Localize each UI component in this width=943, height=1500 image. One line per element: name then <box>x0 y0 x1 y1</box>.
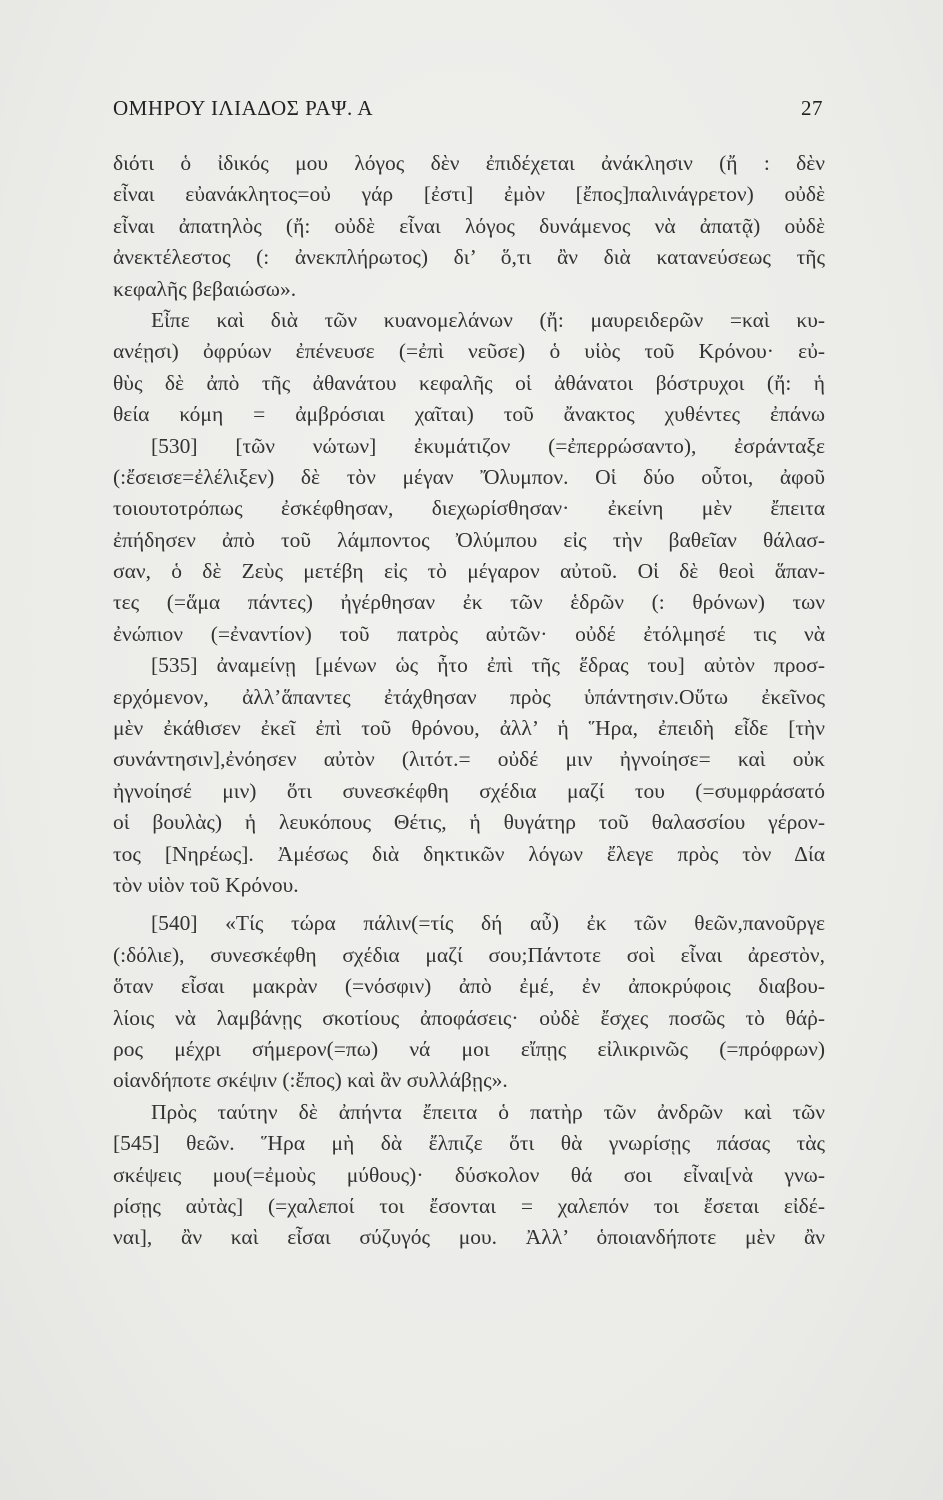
text-line: [540] «Τίς τώρα πάλιν(=τίς δή αὖ) ἐκ τῶν θεῶν,πανοῦργε <box>151 911 825 936</box>
text-line: ἠγνοίησέ μιν) ὅτι συνεσκέφθη σχέδια μαζί του (=συμφράσατό <box>113 778 825 803</box>
text-line: [545] θεῶν. Ἥρα μὴ δὰ ἔλπιζε ὅτι θὰ γνωρίσῃς πάσας τὰς <box>113 1131 825 1156</box>
text-line: ἀνεκτέλεστος (: ἀνεκπλήρωτος) δι’ ὅ,τι ἂν διὰ κατανεύσεως τῆς <box>113 245 825 270</box>
text-line: συνάντησιν],ἐνόησεν αὐτὸν (λιτότ.= οὐδέ μιν ἠγνοίησε= καὶ οὐκ <box>113 747 825 772</box>
text-line: μὲν ἐκάθισεν ἐκεῖ ἐπὶ τοῦ θρόνου, ἀλλ’ ἡ Ἥρα, ἐπειδὴ εἶδε [τὴν <box>113 716 825 741</box>
text-line: τὸν υἱὸν τοῦ Κρόνου. <box>113 872 299 897</box>
text-line: (:ἔσεισε=ἐλέλιξεν) δὲ τὸν μέγαν Ὄλυμπον. Οἱ δύο οὗτοι, ἀφοῦ <box>113 464 825 489</box>
text-line: εἶναι εὐανάκλητος=οὐ γάρ [ἐστι] ἐμὸν [ἔπος]παλινάγρετον) οὐδὲ <box>113 182 825 207</box>
text-line: ανέῃσι) ὀφρύων ἐπένευσε (=ἐπὶ νεῦσε) ὁ υἱὸς τοῦ Κρόνου· εὐ- <box>113 339 825 364</box>
text-line: [530] [τῶν νώτων] ἐκυμάτιζον (=ἐπερρώσαντο), ἐσράνταξε <box>151 433 825 458</box>
text-line: τοιουτοτρόπως ἐσκέφθησαν, διεχωρίσθησαν· ἐκείνη μὲν ἔπειτα <box>113 496 825 521</box>
text-line: θὺς δὲ ἀπὸ τῆς ἀθανάτου κεφαλῆς οἱ ἀθάνατοι βόστρυχοι (ἤ: ἡ <box>113 370 825 395</box>
text-line: κεφαλῆς βεβαιώσω». <box>113 276 297 301</box>
text-line: Πρὸς ταύτην δὲ ἀπήντα ἔπειτα ὁ πατὴρ τῶν ἀνδρῶν καὶ τῶν <box>151 1099 825 1124</box>
text-line: σκέψεις μου(=ἐμοὺς μύθους)· δύσκολον θά σοι εἶναι[νὰ γνω- <box>113 1162 825 1187</box>
text-line: ἐπήδησεν ἀπὸ τοῦ λάμποντος Ὀλύμπου εἰς τὴν βαθεῖαν θάλασ- <box>113 527 825 552</box>
text-line: ἐνώπιον (=ἐναντίον) τοῦ πατρὸς αὐτῶν· οὐδέ ἐτόλμησέ τις νὰ <box>113 621 825 646</box>
text-line: θεία κόμη = ἀμβρόσιαι χαῖται) τοῦ ἄνακτος χυθέντες ἐπάνω <box>113 402 825 427</box>
text-line: οἱ βουλὰς) ἡ λευκόπους Θέτις, ἡ θυγάτηρ τοῦ θαλασσίου γέρον- <box>113 810 825 835</box>
text-line: διότι ὁ ἰδικός μου λόγος δὲν ἐπιδέχεται ἀνάκλησιν (ἤ : δὲν <box>113 151 825 175</box>
text-line: ερχόμενον, ἀλλ’ἅπαντες ἐτάχθησαν πρὸς ὑπάντησιν.Οὕτω ἐκεῖνος <box>113 684 825 709</box>
body-text <box>113 148 825 1254</box>
text-line: λίοις νὰ λαμβάνῃς σκοτίους ἀποφάσεις· οὐδὲ ἔσχες ποσῶς τὸ θάῤ- <box>113 1005 825 1030</box>
running-title: ΟΜΗΡΟΥ ΙΛΙΑΔΟΣ ΡΑΨ. Α <box>113 96 374 120</box>
text-line: (:δόλιε), συνεσκέφθη σχέδια μαζί σου;Πάντοτε σοὶ εἶναι ἀρεστὸν, <box>113 942 825 967</box>
text-line: ρος μέχρι σήμερον(=πω) νά μοι εἴπῃς εἰλικρινῶς (=πρόφρων) <box>113 1036 825 1061</box>
running-head <box>113 96 823 126</box>
text-line: [535] ἀναμείνῃ [μένων ὡς ἦτο ἐπὶ τῆς ἕδρας του] αὐτὸν προσ- <box>151 653 825 678</box>
text-line: οἱανδήποτε σκέψιν (:ἔπος) καὶ ἂν συλλάβῃς». <box>113 1068 508 1093</box>
text-line: ρίσῃς αὐτὰς] (=χαλεποί τοι ἔσονται = χαλεπόν τοι ἔσεται εἰδέ- <box>113 1193 825 1218</box>
page-number: 27 <box>801 96 823 120</box>
text-line: σαν, ὁ δὲ Ζεὺς μετέβη εἰς τὸ μέγαρον αὐτοῦ. Οἱ δὲ θεοὶ ἅπαν- <box>113 559 825 584</box>
text-line: ὅταν εἶσαι μακρὰν (=νόσφιν) ἀπὸ ἐμέ, ἐν ἀποκρύφοις διαβου- <box>113 974 825 999</box>
text-line: τος [Νηρέως]. Ἀμέσως διὰ δηκτικῶν λόγων ἔλεγε πρὸς τὸν Δία <box>113 841 825 866</box>
text-line: εἶναι ἀπατηλὸς (ἤ: οὐδὲ εἶναι λόγος δυνάμενος νὰ ἀπατᾷ) οὐδὲ <box>113 213 825 238</box>
text-line: τες (=ἅμα πάντες) ἠγέρθησαν ἐκ τῶν ἑδρῶν (: θρόνων) των <box>113 590 825 615</box>
text-line: ναι], ἂν καὶ εἶσαι σύζυγός μου. Ἀλλ’ ὁποιανδήποτε μὲν ἂν <box>113 1225 825 1250</box>
text-line: Εἶπε καὶ διὰ τῶν κυανομελάνων (ἤ: μαυρειδερῶν =καὶ κυ- <box>151 307 825 332</box>
